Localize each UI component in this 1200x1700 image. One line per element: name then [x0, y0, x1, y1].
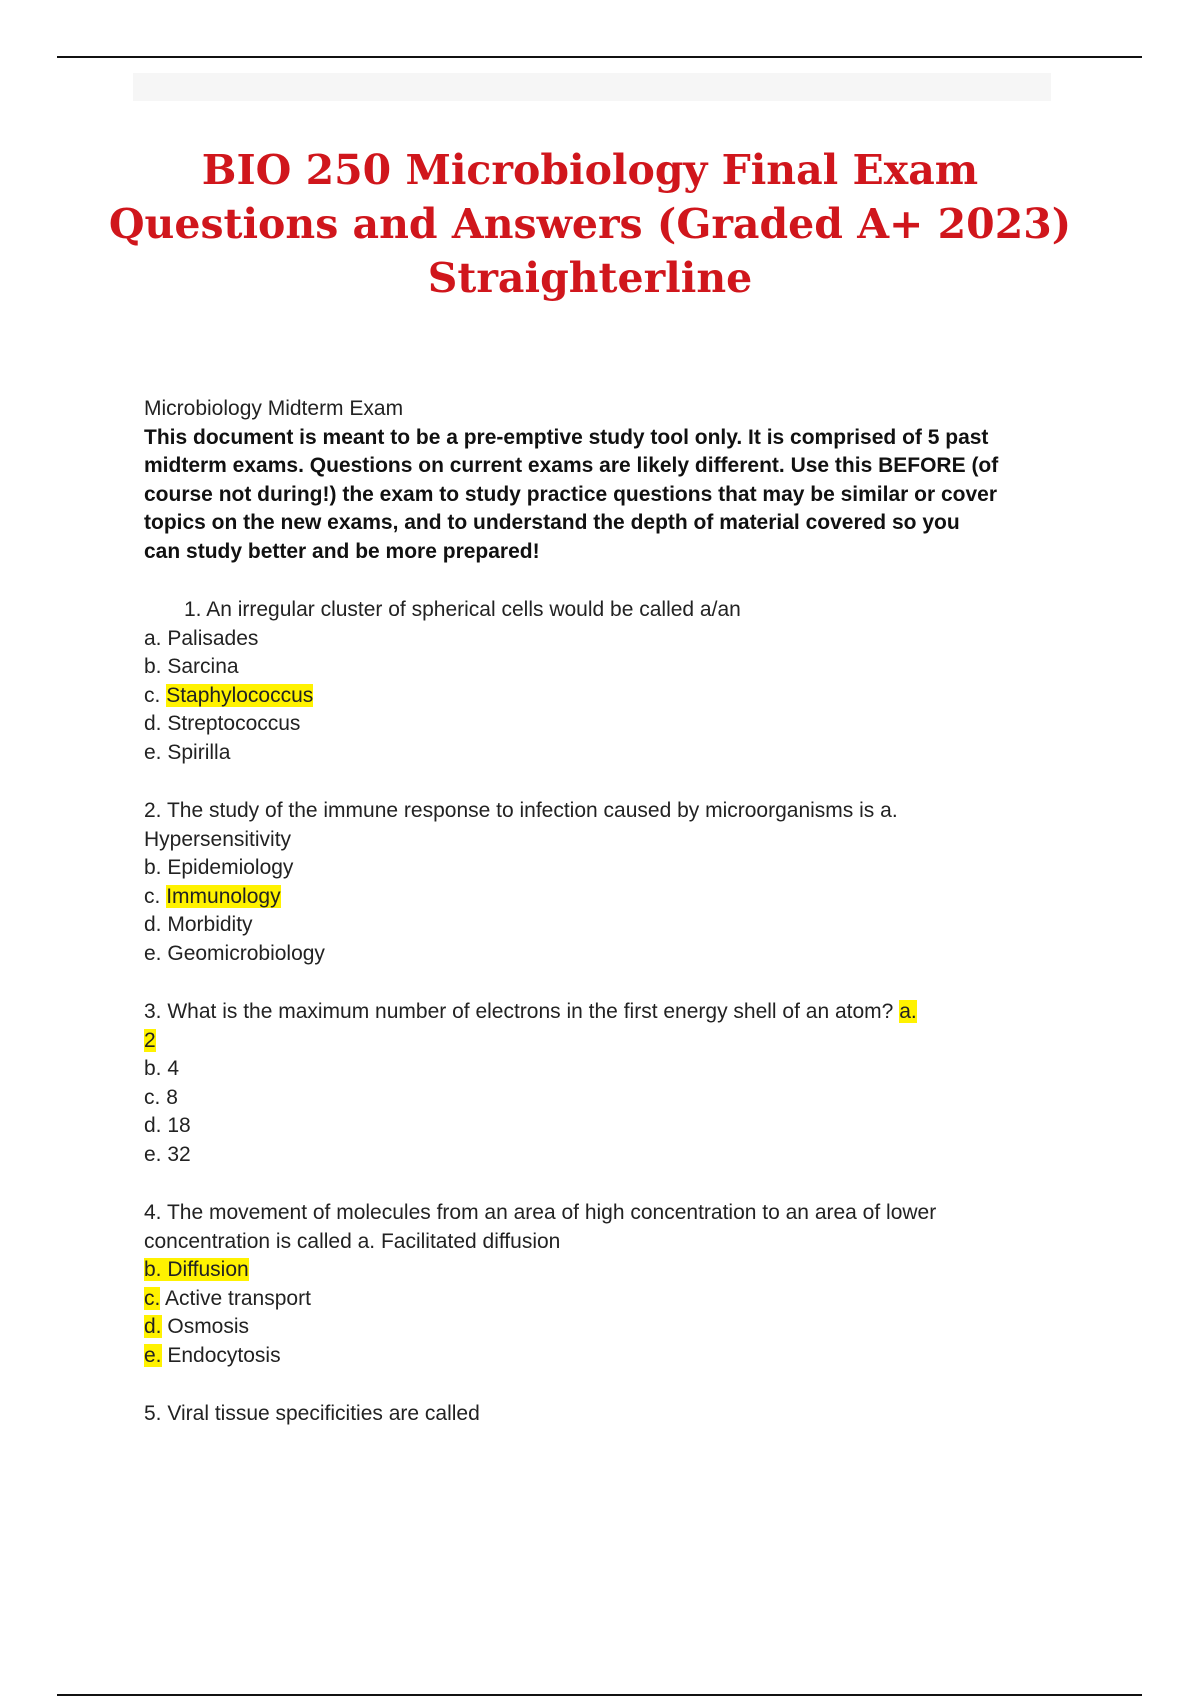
option-letter: d. — [144, 712, 162, 735]
title-line-1: BIO 250 Microbiology Final Exam — [201, 146, 979, 194]
option-letter: b. — [144, 655, 162, 678]
answer-option — [144, 1141, 1074, 1170]
question-stem: 4. The movement of molecules from an area of high concentration to an area of lower — [144, 1201, 937, 1224]
exam-subtitle: Microbiology Midterm Exam — [144, 397, 404, 420]
document-title — [100, 143, 1080, 305]
option-letter: b. — [144, 1057, 162, 1080]
question-stem: 5. Viral tissue specificities are called — [144, 1402, 480, 1425]
option-text: Spirilla — [167, 740, 231, 764]
question-3 — [144, 998, 1074, 1169]
option-text: 4 — [167, 1057, 180, 1080]
option-text: Geomicrobiology — [167, 941, 325, 965]
highlighted-letter: d. — [144, 1315, 162, 1338]
answer-option-correct — [144, 1256, 1074, 1285]
option-text: Sarcina — [167, 655, 239, 678]
notice-line: midterm exams. Questions on current exams are likely different. Use this BEFORE (of — [144, 454, 999, 477]
answer-option-correct — [144, 682, 1074, 711]
answer-option — [144, 1313, 1074, 1342]
answer-option — [144, 1342, 1074, 1371]
option-letter: a. — [144, 626, 162, 650]
option-letter: d. — [144, 913, 162, 936]
highlighted-letter: b. — [144, 1258, 162, 1281]
title-line-3: Straighterline — [427, 254, 753, 302]
answer-option — [144, 625, 1074, 654]
option-letter: e. — [144, 1142, 162, 1166]
notice-line: course not during!) the exam to study practice questions that may be similar or cover — [144, 482, 998, 506]
option-letter: c. — [144, 884, 161, 908]
document-body — [144, 395, 1074, 1429]
option-text: Osmosis — [167, 1315, 250, 1338]
option-text: Endocytosis — [167, 1343, 281, 1367]
header-band — [133, 73, 1051, 101]
answer-option — [144, 854, 1074, 883]
answer-option-correct — [144, 1027, 1074, 1056]
answer-option — [144, 1112, 1074, 1141]
answer-option — [144, 739, 1074, 768]
highlighted-answer: Staphylococcus — [166, 683, 314, 707]
answer-option — [144, 1285, 1074, 1314]
highlighted-letter: c. — [144, 1286, 161, 1310]
notice-line: can study better and be more prepared! — [144, 539, 540, 563]
bottom-rule — [57, 1694, 1142, 1696]
question-stem — [144, 998, 1074, 1027]
notice-line: This document is meant to be a pre-emptive study tool only. It is comprised of 5 past — [144, 425, 989, 449]
question-1 — [144, 596, 1074, 767]
highlighted-answer: Immunology — [166, 884, 281, 908]
answer-option — [144, 940, 1074, 969]
option-text: Streptococcus — [167, 712, 301, 735]
highlighted-answer: 2 — [144, 1028, 156, 1052]
option-text: 32 — [167, 1142, 191, 1166]
question-2 — [144, 797, 1074, 968]
highlighted-answer: Diffusion — [167, 1258, 249, 1281]
highlighted-answer: a. — [899, 1000, 917, 1023]
notice-line: topics on the new exams, and to understand the depth of material covered so you — [144, 511, 960, 534]
option-text: Active transport — [165, 1286, 311, 1310]
answer-option — [144, 1084, 1074, 1113]
answer-option-correct — [144, 883, 1074, 912]
question-5 — [144, 1400, 1074, 1429]
answer-option — [144, 1055, 1074, 1084]
option-letter: d. — [144, 1114, 162, 1137]
question-stem: 1. An irregular cluster of spherical cells would be called a/an — [184, 598, 741, 621]
highlighted-letter: e. — [144, 1343, 162, 1367]
option-text: 18 — [167, 1114, 191, 1137]
answer-option — [144, 911, 1074, 940]
question-4 — [144, 1199, 1074, 1370]
answer-option — [144, 653, 1074, 682]
option-letter: b. — [144, 856, 162, 879]
option-text: Morbidity — [167, 913, 253, 936]
option-text: Epidemiology — [167, 856, 294, 879]
option-letter: e. — [144, 740, 162, 764]
title-line-2: Questions and Answers (Graded A+ 2023) — [108, 200, 1072, 248]
option-text: 8 — [166, 1085, 178, 1109]
intro-notice — [144, 424, 1074, 567]
question-stem-text: 3. What is the maximum number of electrons in the first energy shell of an atom? — [144, 1000, 894, 1023]
answer-option: Hypersensitivity — [144, 827, 292, 851]
option-letter: e. — [144, 941, 162, 965]
answer-option — [144, 710, 1074, 739]
question-stem: 2. The study of the immune response to infection caused by microorganisms is a. — [144, 799, 898, 822]
option-letter: c. — [144, 1085, 161, 1109]
option-text: Palisades — [167, 626, 259, 650]
option-letter: c. — [144, 683, 161, 707]
question-stem: concentration is called a. Facilitated diffusion — [144, 1229, 561, 1253]
top-rule — [57, 56, 1142, 58]
